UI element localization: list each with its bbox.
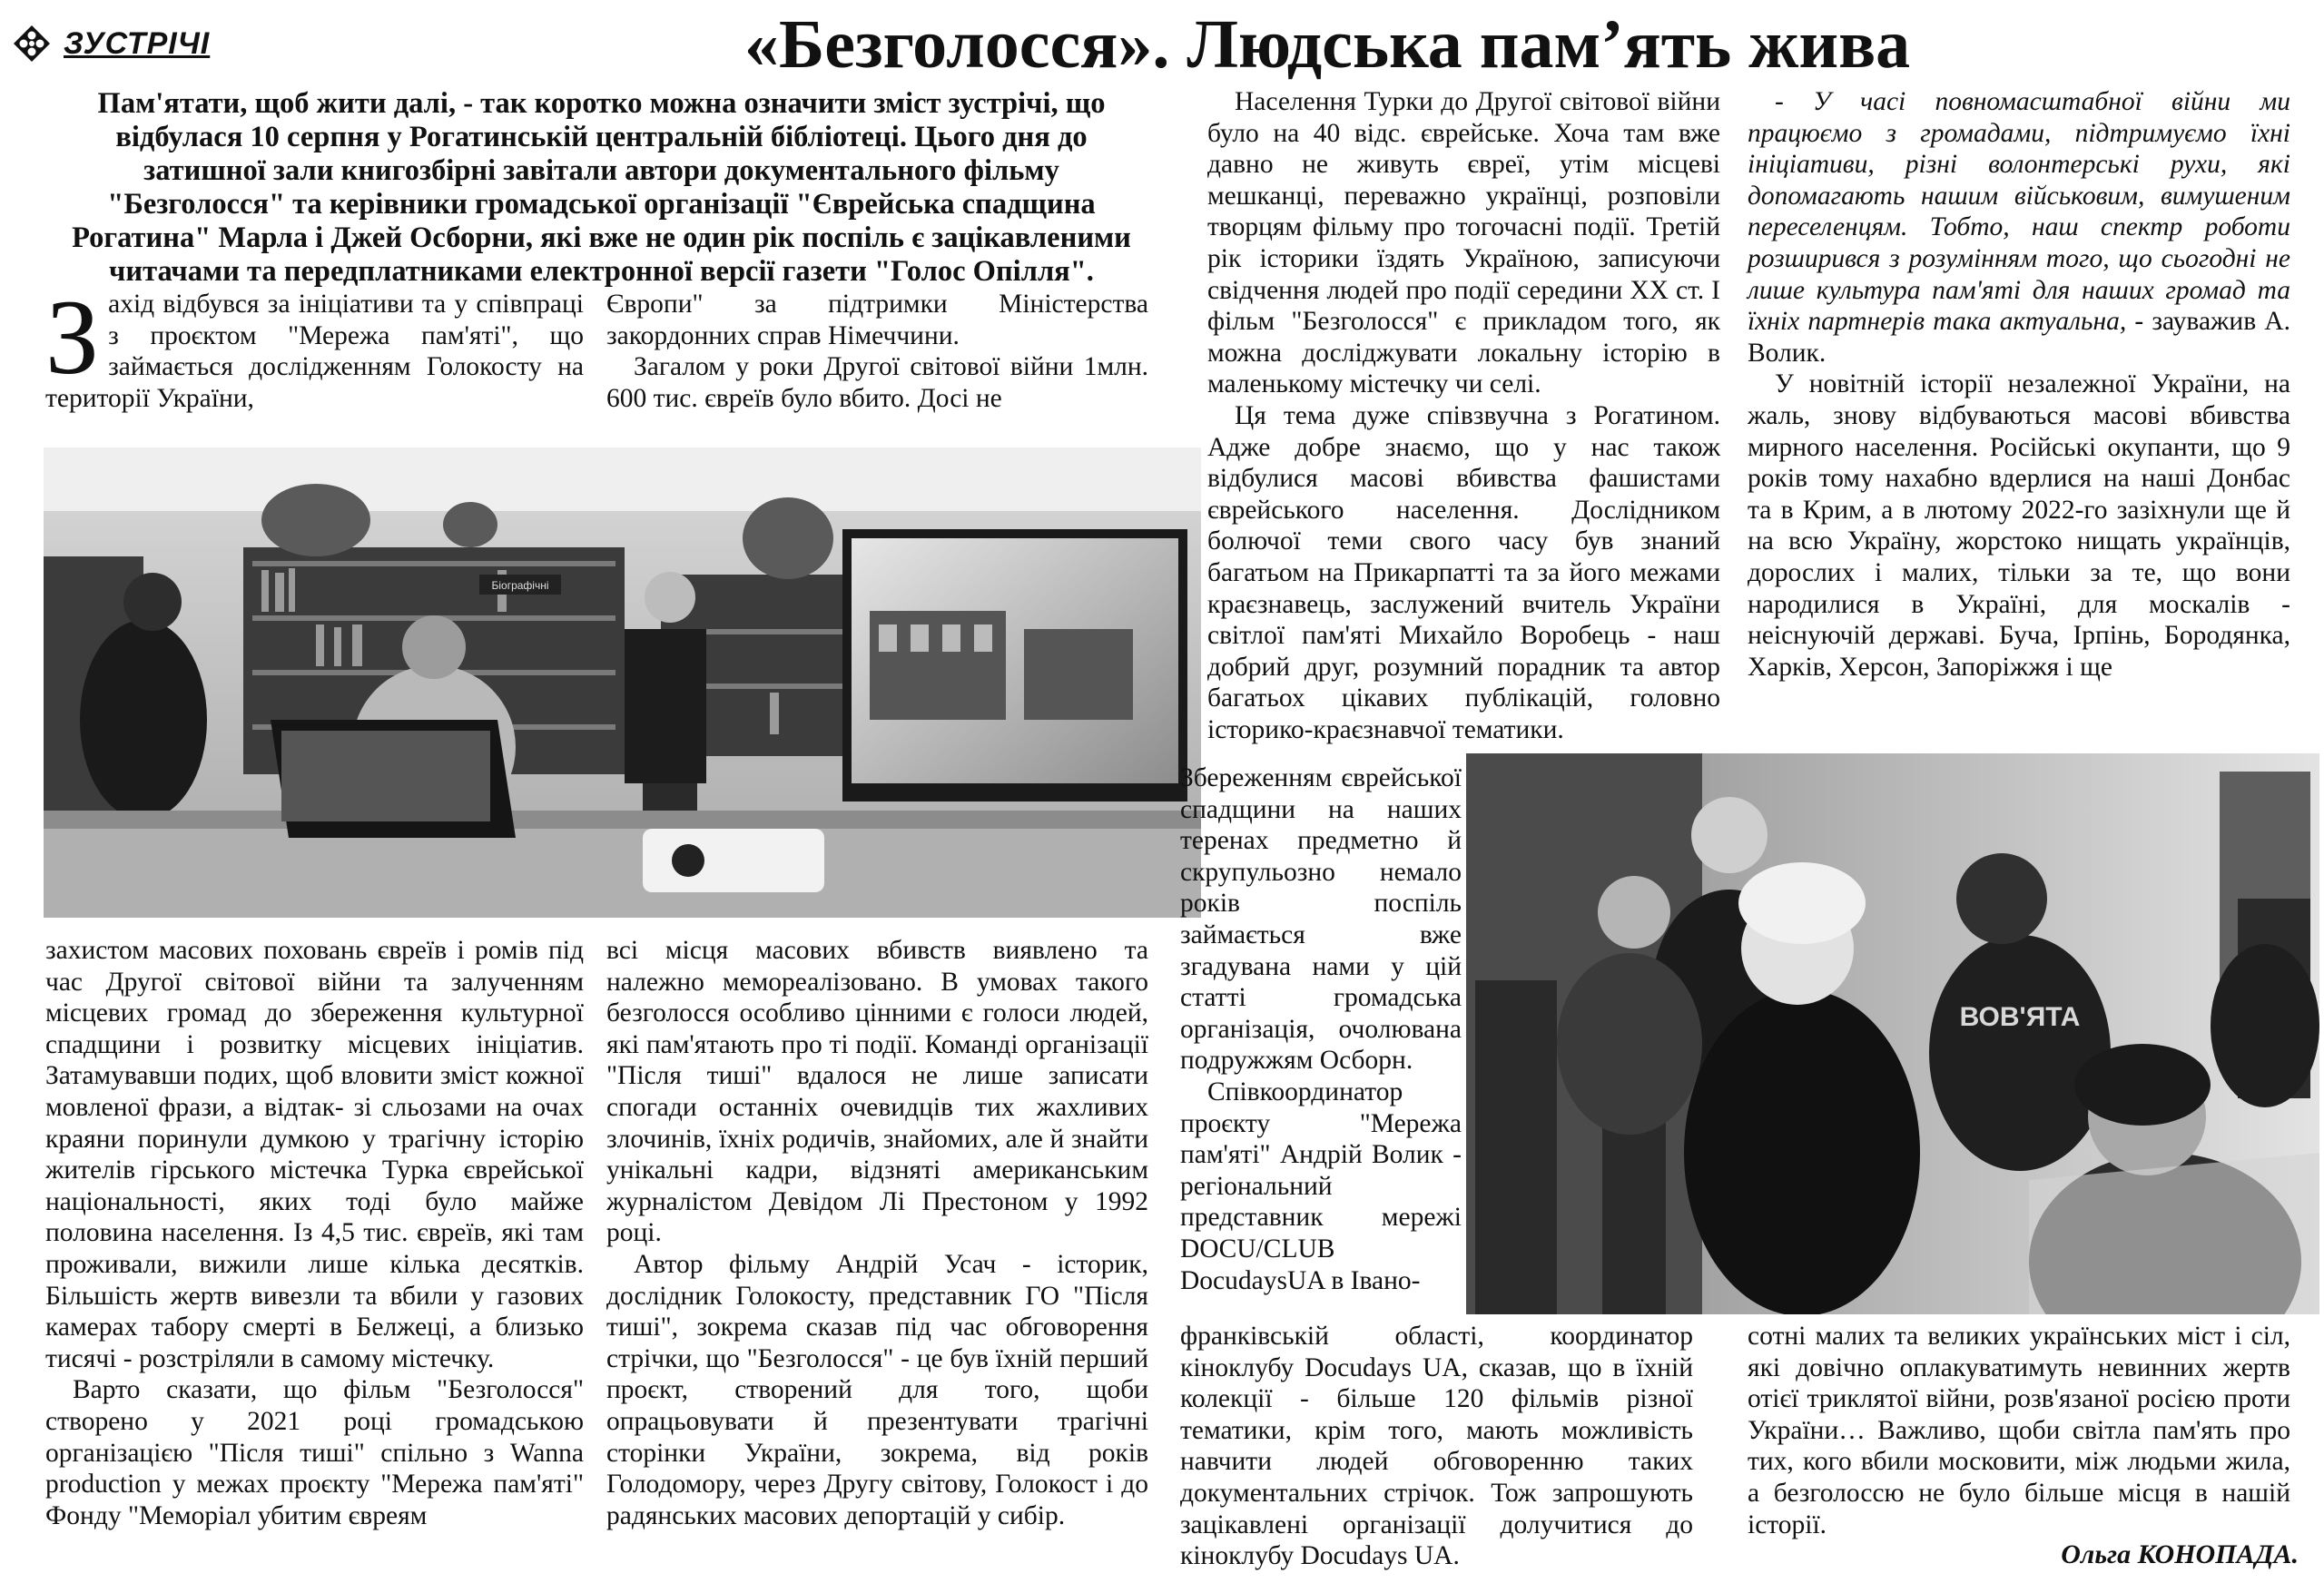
column-3-narrow (1180, 762, 1462, 1325)
paragraph: всі місця масових вбивств виявлено та належно мемореалізовано. В умовах такого безголосся особливо цінними є голоси людей, які пам'ятають про ті події. Команді організації "Після тиші" вдалося не лише записати спогади останніх очевидців тих жахливих злочинів, їхніх родичів, знайомих, але й знайти унікальні кадри, відзняті американським журналістом Девідом Лі Престоном у 1992 році. (606, 936, 1148, 1248)
shelf-sign: Біографічні (491, 579, 549, 592)
column-4-top (1748, 86, 2290, 749)
author-signature: Ольга КОНОПАДА. (2061, 1539, 2299, 1569)
column-1-bottom (45, 935, 584, 1588)
photo-library-presentation (44, 447, 1201, 918)
drop-cap: З (45, 278, 100, 397)
quote-paragraph (1748, 86, 2290, 369)
article-headline: «Безголосся». Людська пам’ять жива (744, 6, 1911, 83)
photo-audience (1466, 753, 2319, 1314)
photo-image (44, 447, 1201, 918)
section-label (13, 16, 285, 71)
shirt-text: ВОВ'ЯТА (1959, 1002, 2081, 1032)
paragraph: захистом масових поховань євреїв і ромів під час Другої світової війни та залученням місцевих громад до збереження культурної спадщини і розвитку місцевих ініціатив. Затамувавши подих, щоб вловити зміст кожної мовленої фрази, а відтак- зі сльозами на очах краяни поринули думкою у трагічну історію жителів гірського містечка Турка єврейської національності, яких тоді було майже половина населення. Із 4,5 тис. євреїв, які там проживали, вижили лише кілька десятків. Більшість жертв вивезли та вбили у газових камерах табору смерті в Белжеці, а близько тисячі - розстріляли в самому містечку. (45, 936, 584, 1373)
paragraph: Автор фільму Андрій Усач - історик, дослідник Голокосту, представник ГО "Після тиші", зокрема сказав під час обговорення стрічки, що "Безголосся" - це був їхній перший проєкт, створений для того, щоби опрацьовувати й презентувати трагічні сторінки України, зокрема, від років Голодомору, через Другу світову, Голокост і до радянських масових депортацій у сибір. (606, 1249, 1148, 1530)
article-lead: Пам'ятати, щоб жити далі, - так коротко можна означити зміст зустрічі, що відбулася 10 серпня у Рогатинській центральній бібліотеці. Цього дня до затишної зали книгозбірні завітали автори документального фільму "Безголосся" та керівники громадської організації "Єврейська спадщина Рогатина" Марла і Джей Осборни, які вже не один рік поспіль є зацікавленими читачами та передплатниками електронної версії газети "Голос Опілля". (72, 87, 1131, 288)
diamond-ornament-icon (13, 25, 51, 63)
column-2-top (606, 289, 1148, 447)
paragraph: Співкоординатор проєкту "Мережа пам'яті" Андрій Волик - регіональний представник мережі DOCU/CLUB DocudaysUA в Івано- (1180, 1077, 1462, 1295)
paragraph: Ця тема дуже співзвучна з Рогатином. Адже добре знаємо, що у нас також відбулися масові вбивства фашистами єврейського населення. Дослідником болючої теми свого часу був знаний багатьом на Прикарпатті та за його межами краєзнавець, заслужений вчитель України світлої пам'яті Михайло Воробець - наш добрий друг, розумний порадник та автор багатьох цікавих публікацій, головно історико-краєзнавчої тематики. (1207, 400, 1720, 744)
paragraph: Варто сказати, що фільм "Безголосся" створено у 2021 році громадською організацією "Після тиші" спільно з Wanna production у межах проєкту "Мережа пам'яті" Фонду "Меморіал убитим євреям (45, 1375, 584, 1530)
paragraph: Населення Турки до Другої світової війни було на 40 відс. єврейське. Хоча там вже давно не живуть євреї, утім місцеві мешканці, переважно українці, розповіли творцям фільму про тогочасні події. Третій рік історики їздять Україною, записуючи свідчення людей про події середини ХХ ст. І фільм "Безголосся" є прикладом того, як можна досліджувати локальну історію в маленькому містечку чи селі. (1207, 87, 1720, 399)
paragraph: Європи" за підтримки Міністерства закордонних справ Німеччини. (606, 290, 1148, 350)
section-title: ЗУСТРІЧІ (64, 25, 211, 61)
quote-text: - У часі повномасштабної війни ми працюємо з громадами, підтримуємо їхні ініціативи, різні волонтерські рухи, які допомагають нашим військовим, вимушеним переселенцям. Тобто, наш спектр роботи розширився з розумінням того, що сьогодні не лише культура пам'яті для наших громад та їхніх партнерів така актуальна, (1748, 87, 2290, 337)
column-1-top (45, 278, 584, 447)
column-3-bottom (1180, 1321, 1693, 1571)
paragraph-text: ахід відбувся за ініціативи та у співпраці з проєктом "Мережа пам'яті", що займається дослідженням Голокосту на території України, (45, 290, 584, 413)
paragraph (45, 278, 584, 414)
column-4-bottom (1748, 1321, 2290, 1539)
paragraph: У новітній історії незалежної України, на жаль, знову відбуваються масові вбивства мирного населення. Російські окупанти, що 9 років тому нахабно вдерлися на наші Донбас та в Крим, а в лютому 2022-го зазіхнули ще й на всю Україну, жорстоко нищать українців, дорослих і малих, тільки за те, що вони народилися в Україні, для москалів - неіснуючій державі. Буча, Ірпінь, Бородянка, Харків, Херсон, Запоріжжя і ще (1748, 369, 2290, 682)
photo-image (1466, 753, 2319, 1314)
paragraph: Загалом у роки Другої світової війни 1млн. 600 тис. євреїв було вбито. Досі не (606, 352, 1148, 413)
column-3-top (1207, 86, 1720, 767)
paragraph: франківській області, координатор кіноклубу Docudays UA, сказав, що в їхній колекції - більше 120 фільмів різної тематики, крім того, мають можливість навчити людей обговоренню таких документальних стрічок. Тож запрошують зацікавлені організації долучитися до кіноклубу Docudays UA. (1180, 1322, 1693, 1571)
quote-attribution: - зауважив А. Волик. (1748, 307, 2290, 368)
paragraph: сотні малих та великих українських міст і сіл, які довічно оплакуватимуть невинних жертв отієї триклятої війни, розв'язаної росією проти України… Важливо, щоби світла пам'ять про тих, кого вбили московити, між людьми жила, а безголоссю не було більше місця в нашій історії. (1748, 1322, 2290, 1539)
paragraph: Збереженням єврейської спадщини на наших теренах предметно й скрупульозно немало років поспіль займається вже згадувана нами у цій статті громадська організація, очолювана подружжям Осборн. (1180, 763, 1462, 1076)
column-2-bottom (606, 935, 1148, 1588)
